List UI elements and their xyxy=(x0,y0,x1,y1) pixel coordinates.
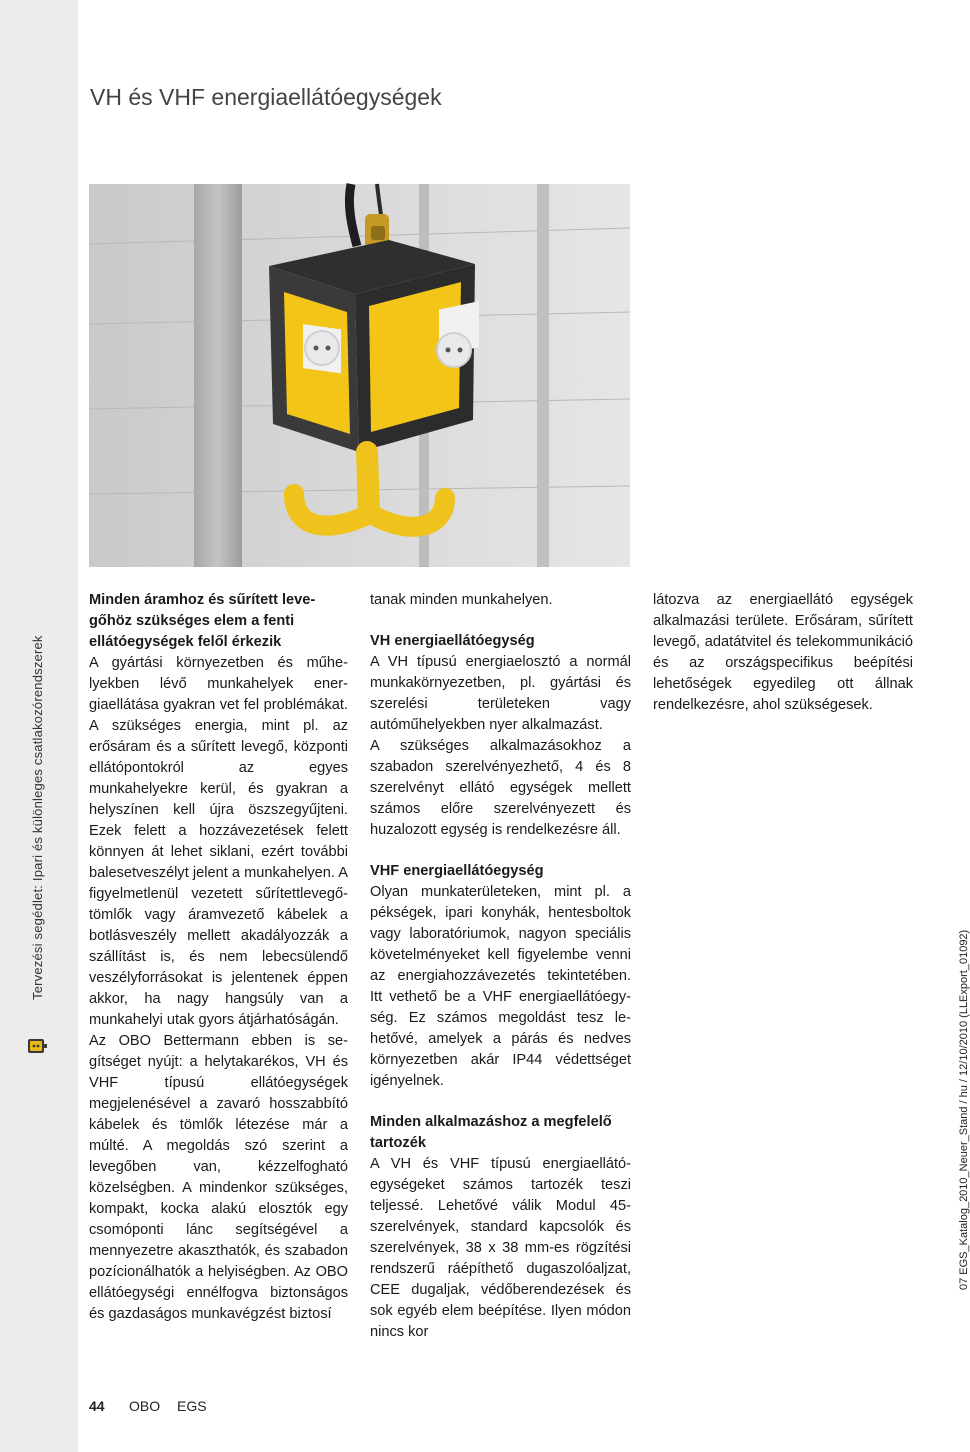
obo-paragraph: Az OBO Bettermann ebben is segítséget nyújt: a helytakarékos, VH és VHF típusú ellátóegységek megjelenésével a zavaró hosszabbító kábelek és tömlők létezése már a múlté. A megoldás szó szerint a levegőben van, kézzelfogható közelségben. A mindenkor szükséges, kompakt, kocka alakú elosztók egy csomóponti lánc segítségével a mennyezetre akaszthatók, és szabadon pozícionálhatók a helyiségben. Az OBO ellátóegységi ennélfogva biztonságos és gazdaságos munkavégzést biztosí xyxy=(89,1033,348,1322)
product-photo xyxy=(89,184,630,567)
page-number: 44 xyxy=(89,1398,105,1414)
footer-brand: OBO xyxy=(129,1398,161,1414)
closing-paragraph: látozva az energiaellátó egységek alkalmazási területe. Erősáram, sűrített levegő, adatátvitel és telekommunikáció és az országspecifikus beépítési lehetőségek egyedileg ott állnak rendelkezésre, ahol szükségesek. xyxy=(653,592,913,713)
vhf-heading: VHF energiaellátóegység xyxy=(370,863,544,879)
energy-cube-illustration xyxy=(89,184,630,567)
vhf-paragraph: Olyan munkaterületeken, mint pl. a pékségek, ipari konyhák, hentesboltok vagy laboratóriumok, nagyon speciális követelményeket kell figyelembe venni az energiahozzávezetés tekintetében. Itt vethető be a VHF energiaellátóegység. Ez számos megoldást tesz lehetővé, amelyek a párás és nedves környezetben akár IP44 védettséget igényelnek. xyxy=(370,884,631,1089)
continuation-line: tanak minden munkahelyen. xyxy=(370,592,553,608)
catalog-reference: 07 EGS_Katalog_2010_Neuer_Stand / hu / 12/10/2010 (LLExport_01092) xyxy=(958,929,970,1290)
sidebar-section-label: Tervezési segédlet: Ipari és különleges csatlakozórendszerek xyxy=(30,635,45,1000)
text-column-1 xyxy=(89,590,348,1325)
text-column-3 xyxy=(653,590,913,716)
accessories-paragraph: A VH és VHF típusú energiaellátóegységeket számos tartozék teszi teljessé. Lehetővé válik Modul 45-szerelvények, standard kapcsolók és szerelvények, 38 x 38 mm-es rögzítési rendszerű ráépíthető dugaszolóaljzat, CEE dugaljak, védőberendezések és sok egyéb elem beépítése. Ilyen módon nincs kor xyxy=(370,1156,631,1340)
vh-heading: VH energiaellátóegység xyxy=(370,633,535,649)
vh-paragraph-2: A szükséges alkalmazásokhoz a szabadon szerelvényezhető, 4 és 8 szerelvényt ellátó egységek mellett számos előre szerelvényezett és huzalozott egység is rendelkezésre áll. xyxy=(370,738,631,838)
accessories-heading: Minden alkalmazáshoz a megfelelő tartozék xyxy=(370,1114,612,1151)
sidebar xyxy=(0,0,78,1452)
intro-paragraph: A gyártási környezetben és műhelyekben lévő munkahelyek energiaellátása gyakran vet fel problémákat. A szükséges energia, mint pl. az erősáram és a sűrített levegő, központi ellátópontokról az egyes munkahelyekre kerül, és gyakran a helyszínen kell újra öszszegyűjteni. Ezek felett a hozzávezetések felett könnyen át lehet siklani, ezért további balesetveszélyt jelent a munkahelyen. A figyelmetlenül vezetett sűrítettlevegő-tömlők vagy áramvezető kábelek a botlásveszély mellett akadályozzák a szállítást is, és nem lebecsülendő veszélyforrásokat is jelentenek éppen akkor, ha nagy hangsúly van a munkahelyi utak gyors átjárhatóságán. xyxy=(89,655,348,1028)
intro-heading: Minden áramhoz és sűrített levegőhöz szükséges elem a fenti ellátóegységek felől érkezik xyxy=(89,592,316,650)
page-title: VH és VHF energiaellátóegységek xyxy=(90,84,442,110)
page-footer xyxy=(89,1398,207,1414)
text-column-2 xyxy=(370,590,631,1343)
footer-section: EGS xyxy=(177,1398,207,1414)
plug-icon xyxy=(26,1036,48,1056)
vh-paragraph-1: A VH típusú energiaelosztó a normál munkakörnyezetben, pl. gyártási és szerelési területeken vagy autóműhelyekben nyer alkalmazást. xyxy=(370,654,631,733)
